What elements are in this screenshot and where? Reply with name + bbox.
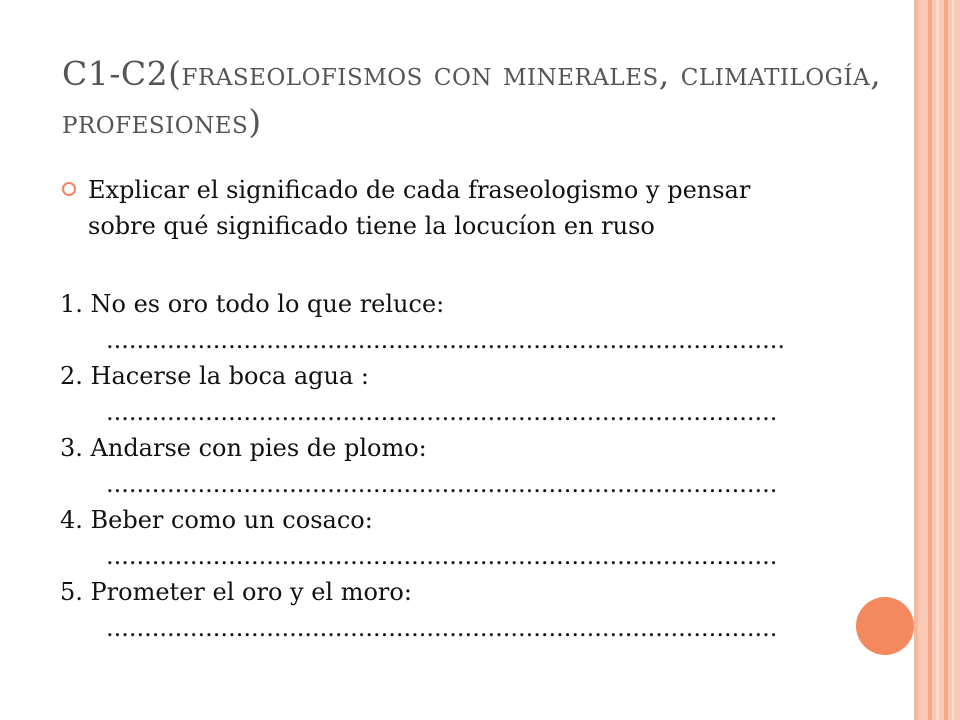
bullet-item <box>62 172 822 244</box>
phrase-item <box>60 502 840 574</box>
phrase-label: 1. No es oro todo lo que reluce: <box>60 290 445 318</box>
bullet-text: Explicar el significado de cada fraseologismo y pensar sobre qué significado tiene la locucíon en ruso <box>88 176 751 240</box>
phrase-item <box>60 574 840 646</box>
decorative-circle <box>856 597 914 655</box>
phrase-label: 2. Hacerse la boca agua : <box>60 362 369 390</box>
phrase-label: 3. Andarse con pies de plomo: <box>60 434 427 462</box>
bullet-circle-icon <box>62 182 76 196</box>
answer-blank: ........................................................................................ <box>106 614 778 642</box>
side-stripe <box>952 0 954 720</box>
phrase-list <box>60 286 840 646</box>
phrase-item <box>60 430 840 502</box>
phrase-label: 5. Prometer el oro y el moro: <box>60 578 412 606</box>
answer-blank: ........................................................................................ <box>106 542 778 570</box>
decorative-side-bar <box>918 0 960 720</box>
phrase-item <box>60 286 840 358</box>
answer-blank: ......................................................................................... <box>106 326 785 354</box>
answer-blank: ........................................................................................ <box>106 398 778 426</box>
side-stripe <box>936 0 939 720</box>
side-stripe <box>944 0 948 720</box>
phrase-item <box>60 358 840 430</box>
phrase-label: 4. Beber como un cosaco: <box>60 506 373 534</box>
side-stripe <box>928 0 932 720</box>
slide-title: C1-C2(fraseolofismos con minerales, climatilogía, profesiones) <box>62 54 882 141</box>
answer-blank: ........................................................................................ <box>106 470 778 498</box>
